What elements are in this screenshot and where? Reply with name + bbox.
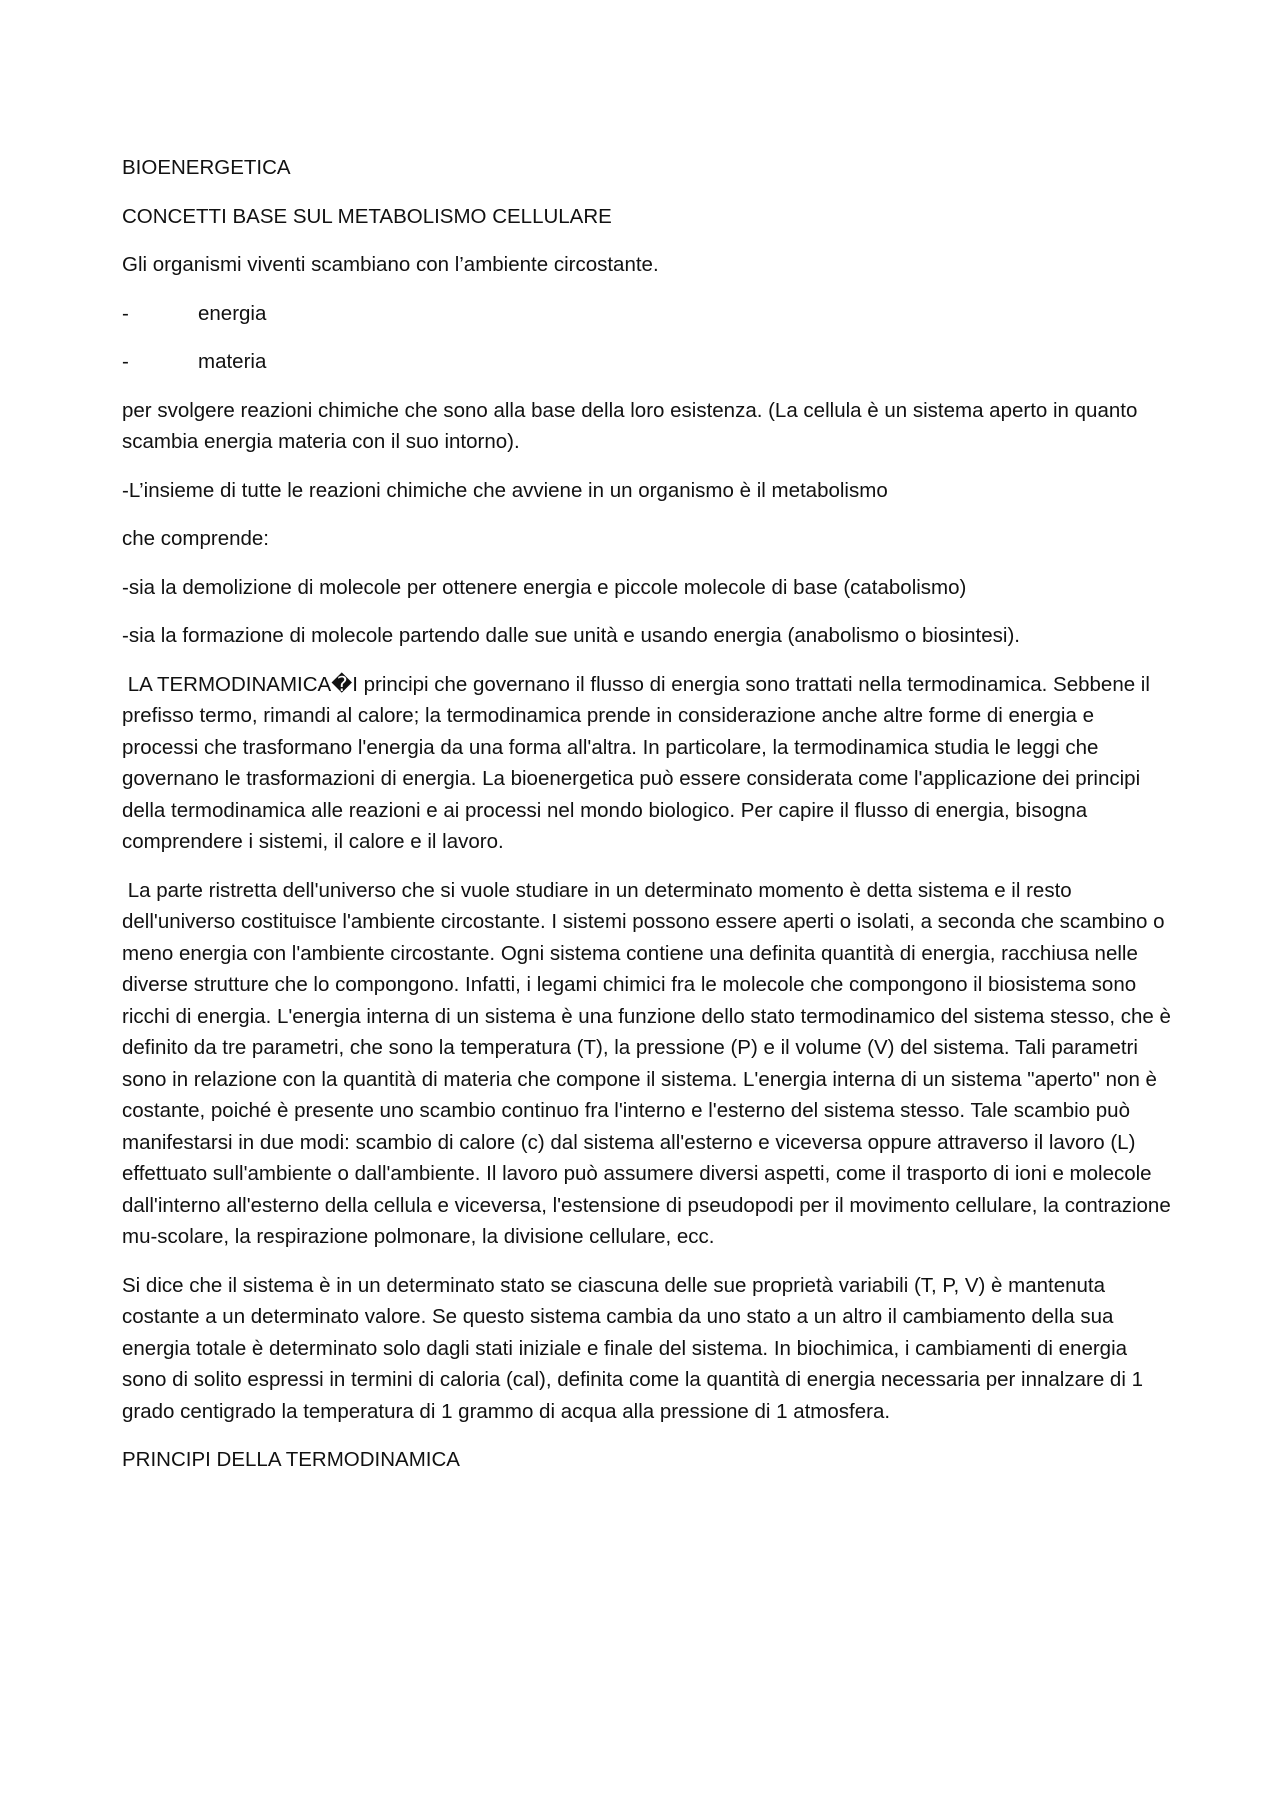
list-dash: - bbox=[122, 301, 129, 325]
includes-paragraph: che comprende: bbox=[122, 527, 270, 550]
intro-paragraph: Gli organismi viventi scambiano con l’ambiente circostante. bbox=[122, 253, 659, 276]
section-heading: PRINCIPI DELLA TERMODINAMICA bbox=[122, 1448, 460, 1471]
document-page bbox=[122, 152, 1177, 1493]
list-dash: - bbox=[122, 350, 129, 373]
list-item-text: materia bbox=[198, 350, 267, 373]
list-item bbox=[122, 298, 1172, 330]
reactions-paragraph: per svolgere reazioni chimiche che sono alla base della loro esistenza. (La cellula è un sistema aperto in quanto scambia energia materia con il suo intorno). bbox=[122, 398, 1138, 453]
state-paragraph: Si dice che il sistema è in un determinato stato se ciascuna delle sue proprietà variabili (T, P, V) è mantenuta costante a un determinato valore. Se questo sistema cambia da uno stato a un altro il cambiamento della sua energia totale è determinato solo dagli stati iniziale e finale del sistema. In biochimica, i cambiamenti di energia sono di solito espressi in termini di caloria (cal), definita come la quantità di energia necessaria per innalzare di 1 grado centigrado la temperatura di 1 grammo di acqua alla pressione di 1 atmosfera. bbox=[122, 1273, 1143, 1423]
catabolism-paragraph: -sia la demolizione di molecole per ottenere energia e piccole molecole di base (catabolismo) bbox=[122, 575, 967, 599]
system-paragraph: La parte ristretta dell'universo che si vuole studiare in un determinato momento è detta sistema e il resto dell'universo costituisce l'ambiente circostante. I sistemi possono essere aperti o isolati, a seconda che scambino o meno energia con l'ambiente circostante. Ogni sistema contiene una definita quantità di energia, racchiusa nelle diverse strutture che lo compongono. Infatti, i legami chimici fra le molecole che compongono il biosistema sono ricchi di energia. L'energia interna di un sistema è una funzione dello stato termodinamico del sistema stesso, che è definito da tre parametri, che sono la temperatura (T), la pressione (P) e il volume (V) del sistema. Tali parametri sono in relazione con la quantità di materia che compone il sistema. L'energia interna di un sistema "aperto" non è costante, poiché è presente uno scambio continuo fra l'interno e l'esterno del sistema stesso. Tale scambio può manifestarsi in due modi: scambio di calore (c) dal sistema all'esterno e viceversa oppure attraverso il lavoro (L) effettuato sull'ambiente o dall'ambiente. Il lavoro può assumere diversi aspetti, come il trasporto di ioni e molecole dall'interno all'esterno della cellula e viceversa, l'estensione di pseudopodi per il movimento cellulare, la contrazione mu-scolare, la respirazione polmonare, la divisione cellulare, ecc. bbox=[122, 878, 1177, 1248]
anabolism-paragraph: -sia la formazione di molecole partendo dalle sue unità e usando energia (anabolismo o biosintesi). bbox=[122, 624, 1020, 647]
list-item-text: energia bbox=[198, 301, 267, 325]
thermodynamics-paragraph: LA TERMODINAMICA�I principi che governano il flusso di energia sono trattati nella termodinamica. Sebbene il prefisso termo, rimandi al calore; la termodinamica prende in considerazione anche altre forme di energia e processi che trasformano l'energia da una forma all'altra. In particolare, la termodinamica studia le leggi che governano le trasformazioni di energia. La bioenergetica può essere considerata come l'applicazione dei principi della termodinamica alle reazioni e ai processi nel mondo biologico. Per capire il flusso di energia, bisogna comprendere i sistemi, il calore e il lavoro. bbox=[122, 672, 1156, 853]
list-item bbox=[122, 346, 1172, 378]
document-title: BIOENERGETICA bbox=[122, 156, 291, 179]
metabolism-paragraph: -L’insieme di tutte le reazioni chimiche che avviene in un organismo è il metabolismo bbox=[122, 478, 888, 502]
document-subtitle: CONCETTI BASE SUL METABOLISMO CELLULARE bbox=[122, 204, 612, 228]
